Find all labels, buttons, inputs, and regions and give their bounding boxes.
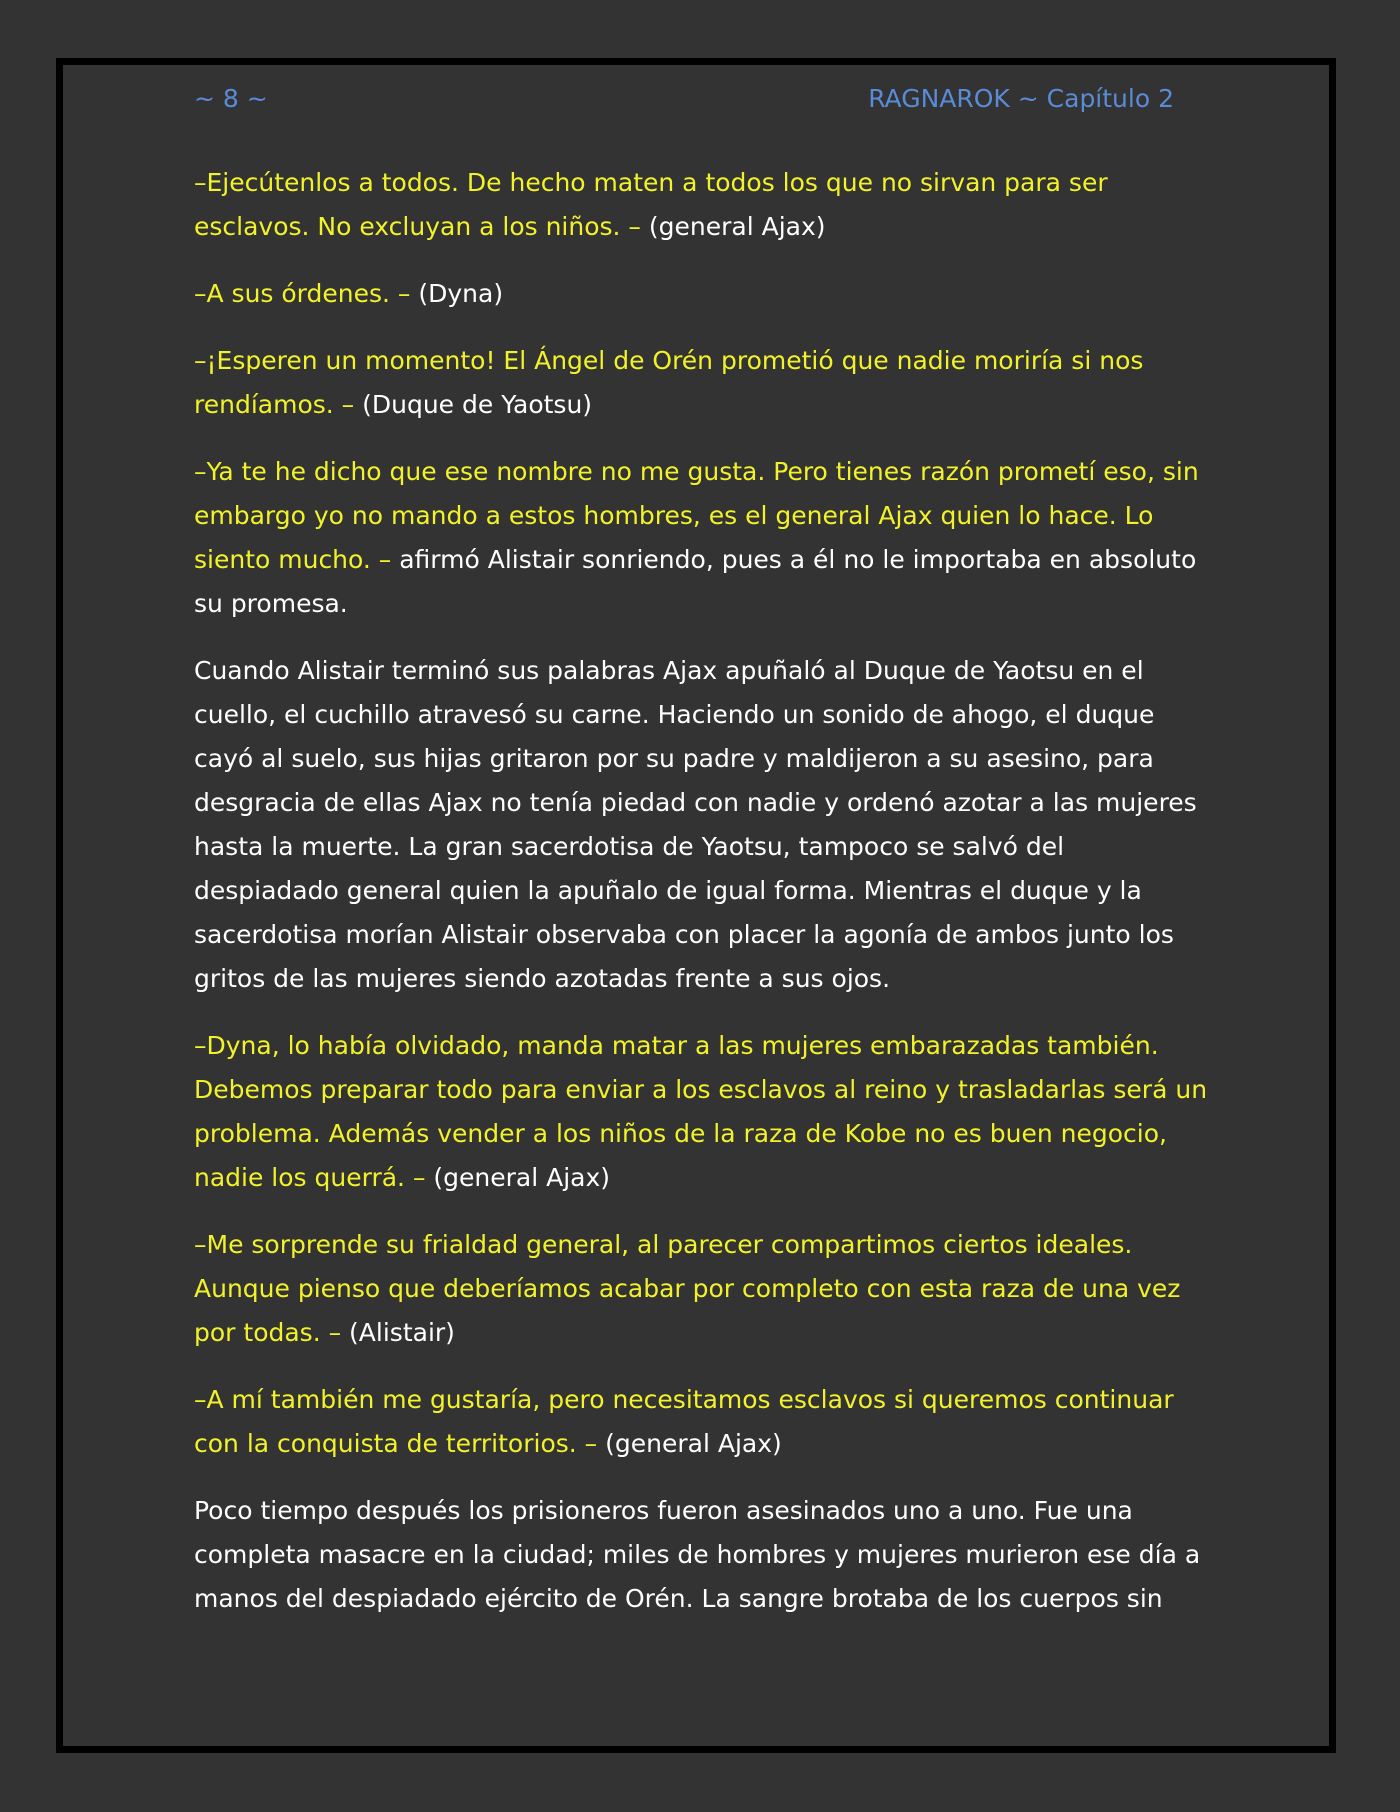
paragraph [194, 161, 1214, 249]
page-number: ~ 8 ~ [194, 84, 268, 113]
speaker-tag: (Alistair) [341, 1318, 455, 1347]
narration-text: Poco tiempo después los prisioneros fueron asesinados uno a uno. Fue una completa masacre en la ciudad; miles de hombres y mujeres murieron ese día a manos del despiadado ejército de Orén. La sangre brotaba de los cuerpos sin [194, 1496, 1201, 1613]
dialogue-text: –¡Esperen un momento! El Ángel de Orén prometió que nadie moriría si nos rendíamos. – [194, 346, 1144, 419]
dialogue-text: –Me sorprende su frialdad general, al parecer compartimos ciertos ideales. Aunque pienso que deberíamos acabar por completo con esta raza de una vez por todas. – [194, 1230, 1181, 1347]
page-header [194, 84, 1174, 124]
paragraph [194, 339, 1214, 427]
dialogue-text: –A mí también me gustaría, pero necesitamos esclavos si queremos continuar con la conquista de territorios. – [194, 1385, 1174, 1458]
speaker-tag: (Dyna) [410, 279, 504, 308]
speaker-tag: (general Ajax) [425, 1163, 611, 1192]
paragraph [194, 1489, 1214, 1621]
speaker-tag: (general Ajax) [597, 1429, 782, 1458]
paragraph [194, 649, 1214, 1001]
paragraph [194, 1223, 1214, 1355]
narration-text: afirmó Alistair sonriendo, pues a él no le importaba en absoluto su promesa. [194, 545, 1197, 618]
dialogue-text: –A sus órdenes. – [194, 279, 411, 308]
narration-text: Cuando Alistair terminó sus palabras Ajax apuñaló al Duque de Yaotsu en el cuello, el cuchillo atravesó su carne. Haciendo un sonido de ahogo, el duque cayó al suelo, sus hijas gritaron por su padre y maldijeron a su asesino, para desgracia de ellas Ajax no tenía piedad con nadie y ordenó azotar a las mujeres hasta la muerte. La gran sacerdotisa de Yaotsu, tampoco se salvó del despiadado general quien la apuñalo de igual forma. Mientras el duque y la sacerdotisa morían Alistair observaba con placer la agonía de ambos junto los gritos de las mujeres siendo azotadas frente a sus ojos. [194, 656, 1197, 993]
dialogue-text: –Ejecútenlos a todos. De hecho maten a todos los que no sirvan para ser esclavos. No excluyan a los niños. – [194, 168, 1108, 241]
dialogue-text: –Ya te he dicho que ese nombre no me gusta. Pero tienes razón prometí eso, sin embargo yo no mando a estos hombres, es el general Ajax quien lo hace. Lo siento mucho. – [194, 457, 1199, 574]
speaker-tag: (Duque de Yaotsu) [354, 390, 593, 419]
speaker-tag: (general Ajax) [640, 212, 826, 241]
paragraph [194, 450, 1214, 626]
running-title: RAGNAROK ~ Capítulo 2 [868, 84, 1174, 113]
body-text [194, 161, 1214, 1644]
paragraph [194, 1378, 1214, 1466]
paragraph [194, 272, 1214, 316]
paragraph [194, 1024, 1214, 1200]
dialogue-text: –Dyna, lo había olvidado, manda matar a las mujeres embarazadas también. Debemos preparar todo para enviar a los esclavos al reino y trasladarlas será un problema. Además vender a los niños de la raza de Kobe no es buen negocio, nadie los querrá. – [194, 1031, 1208, 1192]
